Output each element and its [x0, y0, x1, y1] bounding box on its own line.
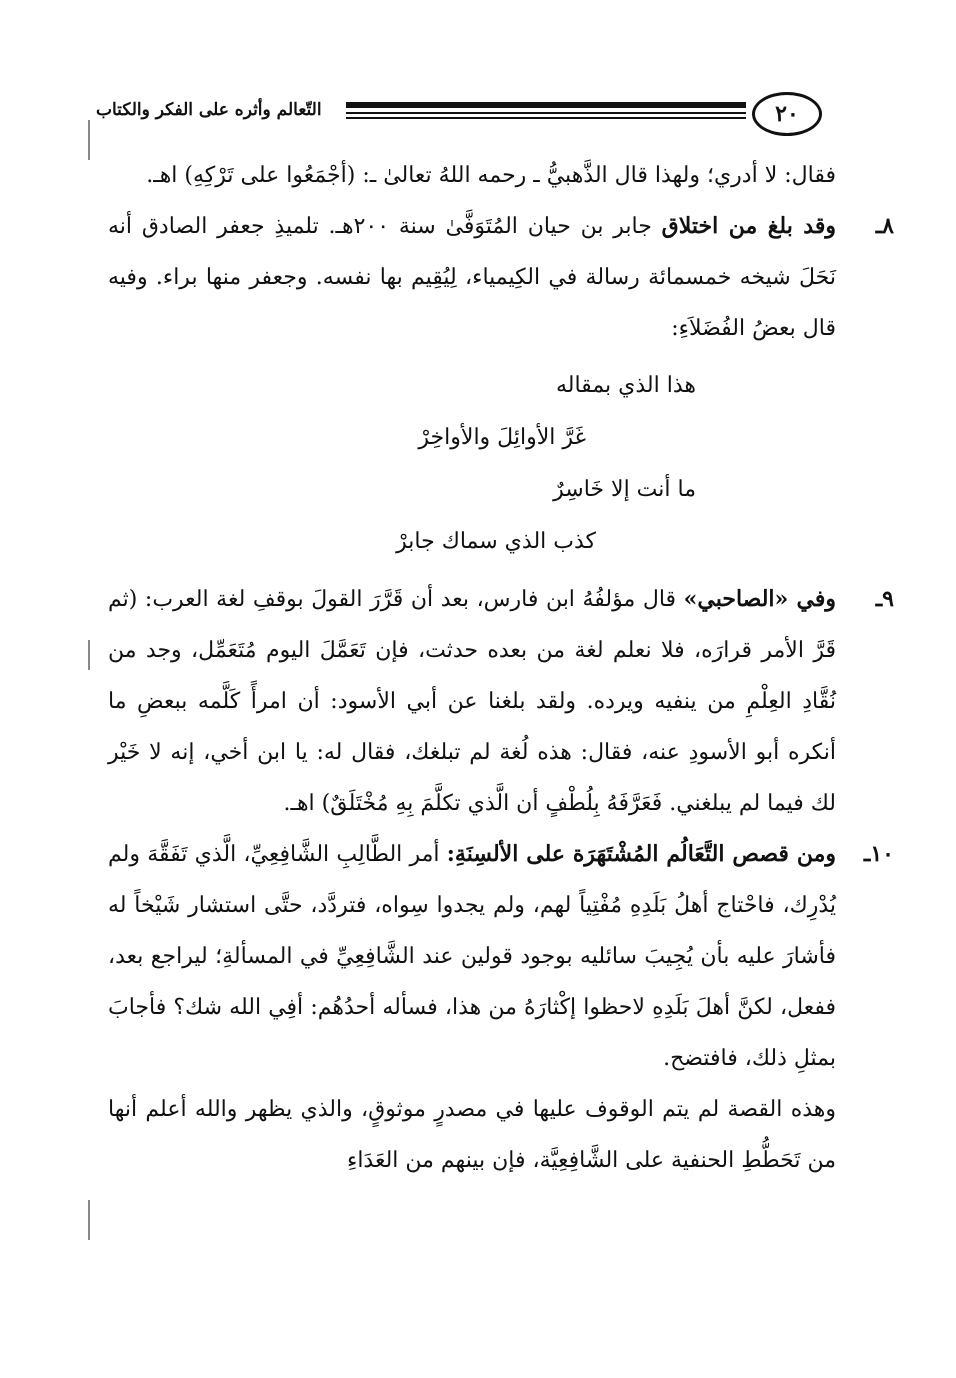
poem-line: كذب الذي سماك جابرْ — [396, 529, 596, 554]
item-lead: ومن قصص التَّعَالُم المُشْتَهَرَة على الألسِنَةِ: — [446, 841, 837, 867]
item-8 — [108, 201, 894, 354]
item-text: أمر الطَّالِبِ الشَّافِعِيِّ، الَّذي تَفَقَّهَ ولم يُدْرِك، فاحْتاج أهلُ بَلَدِهِ مُفْتِياً لهم، ولم يجدوا سِواه، فتردَّد، حتَّى استشار شَيْخاً له فأشارَ عليه بأن يُجِيبَ سائليه بوجود قولين عند الشَّافِعِيِّ في المسألةِ؛ ليراجع بعد، ففعل، لكنَّ أهلَ بَلَدِهِ لاحظوا إكْثارَهُ من هذا، فسأله أحدُهُم: أفِي الله شك؟ فأجابَ بمثلِ ذلك، فافتضح. — [108, 842, 836, 1071]
poem-line: ما أنت إلا خَاسِرٌ — [553, 477, 696, 502]
header-rule-thin — [346, 112, 746, 114]
intro-paragraph: فقال: لا أدري؛ ولهذا قال الذَّهبيُّ ـ رحمه اللهُ تعالىٰ ـ: (أجْمَعُوا على تَرْكِهِ) اهـ. — [146, 163, 836, 188]
item-10 — [108, 829, 894, 1084]
header-rule-thin — [346, 117, 746, 119]
running-title: التّعالم وأثره على الفكر والكتاب — [96, 100, 322, 120]
page-header — [96, 84, 826, 144]
item-9 — [108, 574, 894, 829]
page-body — [108, 150, 894, 1186]
closing-paragraph: وهذه القصة لم يتم الوقوف عليها في مصدرٍ موثوقٍ، والذي يظهر والله أعلم أنها من تَحَطُّطِ الحنفية على الشَّافِعِيَّة، فإن بينهم من العَدَاءِ — [108, 1097, 836, 1173]
item-number: ٨ـ — [875, 213, 894, 239]
binding-margin-mark — [88, 640, 90, 670]
poem-line: هذا الذي بمقاله — [555, 373, 696, 398]
header-rule-thick — [346, 102, 746, 108]
item-number: ٩ـ — [875, 586, 894, 612]
item-text: قال مؤلفُهُ ابن فارس، بعد أن قَرَّرَ القولَ بوقفِ لغة العرب: (ثم قَرَّ الأمر قرارَه، فلا نعلم لغة من بعده حدثت، فإن تَعَمَّلَ اليوم مُتَعَمِّل، وجد من نُقَّادِ العِلْمِ من ينفيه ويرده. ولقد بلغنا عن أبي الأسود: أن امرأً كَلَّمه ببعضِ ما أنكره أبو الأسودِ عنه، فقال: هذه لُغة لم تبلغك، فقال له: يا ابن أخي، إنه لا خَيْر لك فيما لم يبلغني. فَعَرَّفَهُ بِلُطْفٍ أن الَّذي تكلَّمَ بِهِ مُخْتَلَقٌ) اهـ. — [108, 587, 836, 816]
poem — [108, 360, 836, 568]
item-number: ١٠ـ — [863, 841, 894, 867]
item-lead: وفي «الصاحبي» — [683, 586, 837, 612]
item-lead: وقد بلغ من اختلاق — [661, 213, 836, 239]
page-number-badge: ٢٠ — [752, 92, 822, 136]
binding-margin-mark — [88, 1200, 90, 1240]
poem-line: غَرَّ الأوائِلَ والأواخِرْ — [418, 425, 586, 450]
binding-margin-mark — [88, 120, 90, 160]
item-text: جابر بن حيان المُتَوَفَّىٰ سنة ٢٠٠هـ. تلميذِ جعفر الصادق أنه نَحَلَ شيخه خمسمائة رسالة في الكِيمياء، لِيُقِيم بها نفسه. وجعفر منها براء. وفيه قال بعضُ الفُضَلاَءِ: — [108, 214, 836, 341]
